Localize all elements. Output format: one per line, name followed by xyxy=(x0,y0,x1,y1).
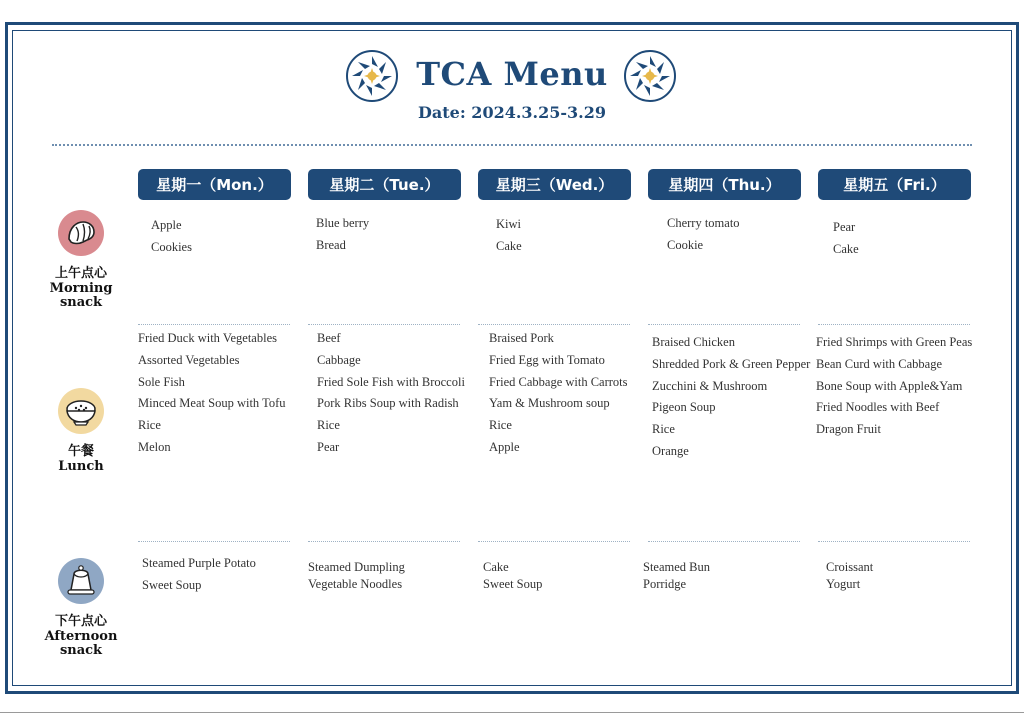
menu-item: Yam & Mushroom soup xyxy=(489,396,610,411)
menu-cell-lunch-fri xyxy=(816,332,972,441)
menu-item: Fried Sole Fish with Broccoli xyxy=(317,374,465,389)
menu-item: Fried Duck with Vegetables xyxy=(138,331,277,345)
menu-cell-lunch-tue xyxy=(317,328,465,459)
meal-label-morning xyxy=(40,209,122,310)
croissant-icon xyxy=(57,209,105,257)
menu-item: Dragon Fruit xyxy=(816,422,881,437)
meal-name-en: Afternoon xyxy=(44,629,118,644)
menu-item: Cake xyxy=(496,238,522,253)
menu-date: Date: 2024.3.25-3.29 xyxy=(418,103,606,122)
menu-item: Steamed Bun xyxy=(643,560,711,574)
meal-name-en: Morning xyxy=(49,281,113,296)
menu-item: Pear xyxy=(833,220,856,234)
row-divider xyxy=(308,541,460,542)
menu-item: Rice xyxy=(652,422,675,437)
meal-name-en: Lunch xyxy=(58,459,104,474)
menu-item: Rice xyxy=(138,418,161,433)
menu-item: Cabbage xyxy=(317,352,361,367)
menu-item: Porridge xyxy=(643,577,687,591)
menu-item: Vegetable Noodles xyxy=(308,577,403,591)
menu-item: Rice xyxy=(317,418,340,433)
menu-cell-morning-wed xyxy=(496,214,522,258)
menu-cell-lunch-thu xyxy=(652,332,810,463)
menu-item: Fried Shrimps with Green Peas xyxy=(816,335,973,349)
menu-cell-afternoon-fri xyxy=(826,559,873,593)
menu-item: Cookies xyxy=(151,239,192,254)
row-divider xyxy=(818,324,970,325)
menu-item: Sweet Soup xyxy=(142,577,202,592)
day-header-fri: 星期五（Fri.） xyxy=(818,169,971,200)
row-divider xyxy=(648,324,800,325)
menu-item: Fried Noodles with Beef xyxy=(816,400,940,415)
menu-cell-afternoon-mon xyxy=(142,553,256,597)
menu-item: Pear xyxy=(317,439,340,454)
menu-item: Beef xyxy=(317,331,341,345)
meal-name-zh: 下午点心 xyxy=(54,614,107,629)
menu-item: Sole Fish xyxy=(138,374,185,389)
meal-label-afternoon xyxy=(40,557,122,658)
menu-item: Apple xyxy=(489,439,520,454)
menu-item: Minced Meat Soup with Tofu xyxy=(138,396,286,411)
menu-item: Orange xyxy=(652,443,689,458)
header-divider xyxy=(52,144,972,146)
day-header-wed: 星期三（Wed.） xyxy=(478,169,631,200)
menu-item: Sweet Soup xyxy=(483,577,543,591)
menu-cell-morning-tue xyxy=(316,213,369,257)
row-divider xyxy=(138,541,290,542)
menu-item: Bread xyxy=(316,237,346,252)
menu-item: Pork Ribs Soup with Radish xyxy=(317,396,459,411)
menu-cell-afternoon-thu xyxy=(643,559,710,593)
menu-cell-morning-fri xyxy=(833,217,859,261)
menu-cell-afternoon-tue xyxy=(308,559,405,593)
menu-cell-morning-mon xyxy=(151,215,192,259)
menu-cell-lunch-mon xyxy=(138,328,286,459)
meal-name-zh: 上午点心 xyxy=(54,266,107,281)
meal-name-en-2: snack xyxy=(59,643,103,658)
day-header-mon: 星期一（Mon.） xyxy=(138,169,291,200)
rice-bowl-icon xyxy=(57,387,105,435)
menu-item: Yogurt xyxy=(826,577,861,591)
meal-name-en-2: snack xyxy=(59,295,103,310)
menu-item: Fried Egg with Tomato xyxy=(489,352,605,367)
menu-item: Fried Cabbage with Carrots xyxy=(489,374,628,389)
menu-item: Steamed Dumpling xyxy=(308,560,405,574)
menu-cell-afternoon-wed xyxy=(483,559,542,593)
menu-item: Braised Pork xyxy=(489,331,554,345)
page-bottom-edge xyxy=(0,712,1024,713)
pudding-icon xyxy=(57,557,105,605)
row-divider xyxy=(478,324,630,325)
day-header-thu: 星期四（Thu.） xyxy=(648,169,801,200)
menu-item: Assorted Vegetables xyxy=(138,352,240,367)
row-divider xyxy=(818,541,970,542)
menu-item: Shredded Pork & Green Pepper xyxy=(652,356,811,371)
menu-item: Croissant xyxy=(826,560,874,574)
row-divider xyxy=(138,324,290,325)
menu-item: Cookie xyxy=(667,237,704,252)
menu-title: TCA Menu xyxy=(416,55,608,93)
meal-label-lunch xyxy=(40,387,122,474)
menu-item: Braised Chicken xyxy=(652,335,735,349)
menu-item: Pigeon Soup xyxy=(652,400,716,415)
menu-item: Bean Curd with Cabbage xyxy=(816,356,943,371)
menu-item: Rice xyxy=(489,418,512,433)
menu-item: Steamed Purple Potato xyxy=(142,556,256,570)
menu-item: Zucchini & Mushroom xyxy=(652,378,768,393)
menu-cell-lunch-wed xyxy=(489,328,628,459)
menu-item: Cake xyxy=(833,241,859,256)
school-logo-right xyxy=(623,49,677,103)
school-logo-left xyxy=(345,49,399,103)
menu-item: Blue berry xyxy=(316,216,370,230)
menu-item: Apple xyxy=(151,218,182,232)
meal-name-zh: 午餐 xyxy=(67,444,94,459)
row-divider xyxy=(478,541,630,542)
menu-item: Cherry tomato xyxy=(667,216,740,230)
row-divider xyxy=(308,324,460,325)
menu-item: Bone Soup with Apple&Yam xyxy=(816,378,963,393)
day-header-tue: 星期二（Tue.） xyxy=(308,169,461,200)
menu-item: Kiwi xyxy=(496,217,521,231)
menu-item: Cake xyxy=(483,560,509,574)
row-divider xyxy=(648,541,800,542)
menu-item: Melon xyxy=(138,439,171,454)
menu-cell-morning-thu xyxy=(667,213,740,257)
